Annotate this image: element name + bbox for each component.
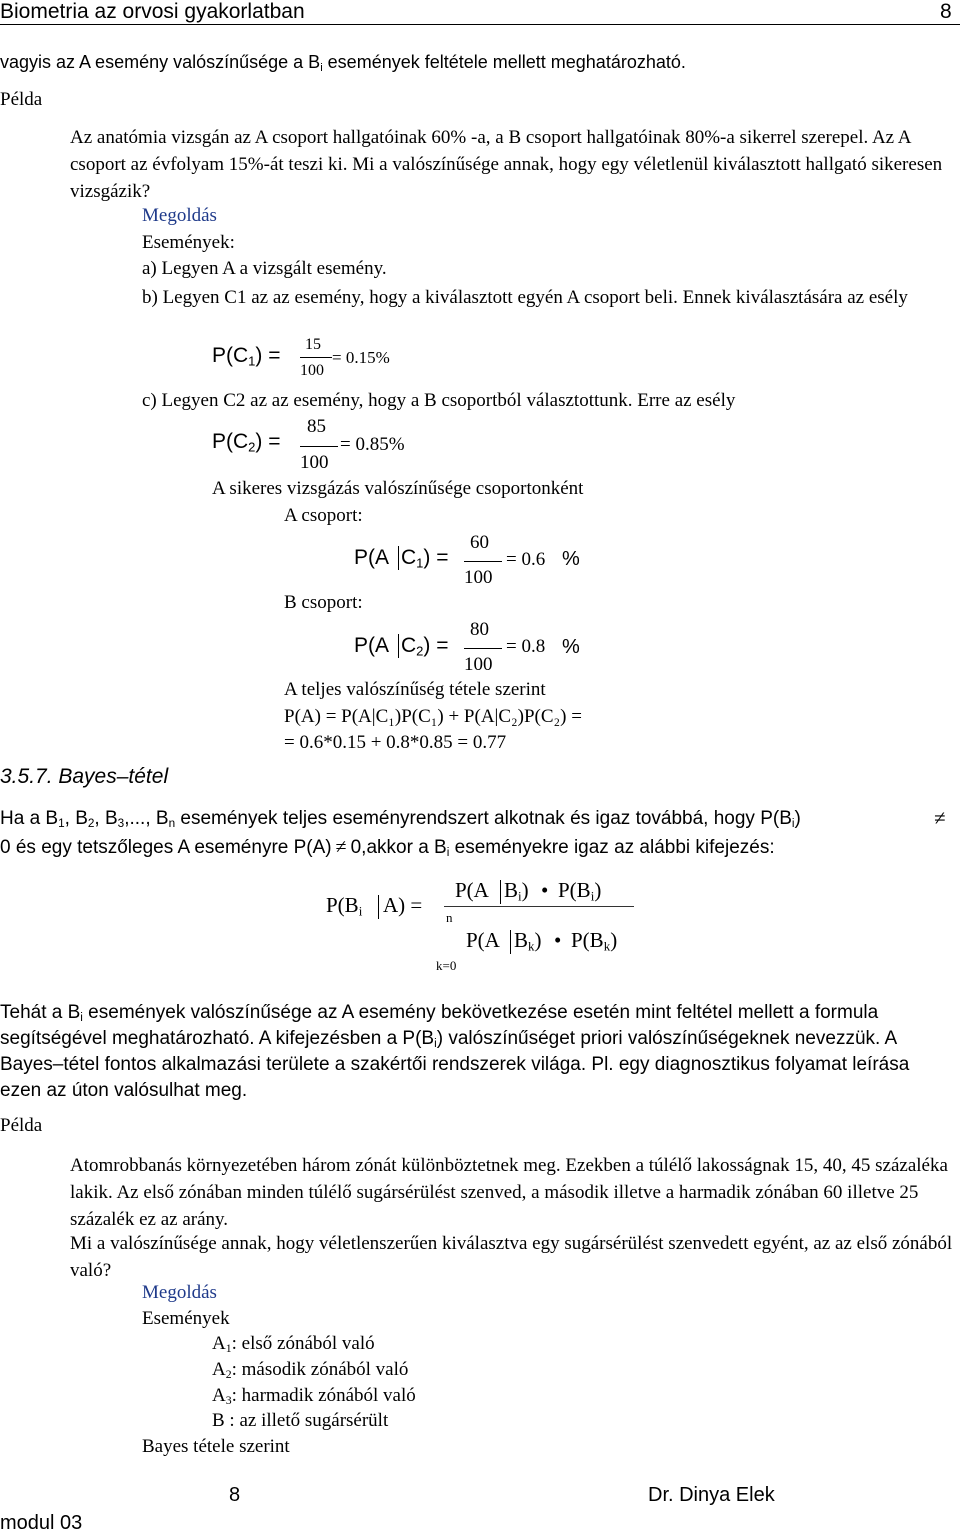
example2-paragraph-2: Mi a valószínűsége annak, hogy véletlenszerűen kiválasztva egy sugársérülést szenvedett egyént, az az első zónából való? xyxy=(70,1233,953,1281)
bayes-numerator-1: P(A xyxy=(455,878,489,902)
pac2-numerator: 80 xyxy=(470,619,489,640)
bayes-formula-lhs: $P(B_i$ xyxy=(326,893,363,919)
bayes-sum-lower: k=0 xyxy=(436,958,457,973)
event-a2: $A_2$: második zónából való xyxy=(212,1359,409,1381)
bayes-numerator-3: $P(B_i)$ xyxy=(558,878,602,904)
pc1-numerator: 15 xyxy=(305,336,321,353)
example1-events: Események: xyxy=(142,232,235,253)
pac2-given-bar xyxy=(398,634,399,658)
footer-module: modul 03 xyxy=(0,1512,83,1534)
bayes-denominator-1: P(A xyxy=(466,928,500,952)
intro-text-2: események feltétele mellett meghatározható. xyxy=(322,52,686,72)
group-b-label: B csoport: xyxy=(284,592,363,613)
example1-text: Az anatómia vizsgán az A csoport hallgatóinak 60% -a, a B csoport hallgatóinak 80%-a sikerrel szerepel. Az A csoport az évfolyam 15%-át teszi ki. Mi a valószínűsége annak, hogy egy véletlenül kiválasztott hallgató sikeresen vizsgázik? xyxy=(70,127,943,202)
intro-line xyxy=(0,52,686,73)
bayes-denominator-dot: • xyxy=(554,928,562,952)
pc2-fraction-line xyxy=(300,446,338,447)
pac1-given-bar xyxy=(398,546,399,570)
bayes-formula-lhs-rest: A) = xyxy=(383,893,423,917)
pac1-denominator: 100 xyxy=(464,567,493,588)
total-prob-result: = 0.6*0.15 + 0.8*0.85 = 0.77 xyxy=(284,732,507,753)
total-prob-equation: P(A) = P(A|C₁)P(C₁) + P(A|C₂)P(C₂) = xyxy=(284,706,582,727)
pac1-result: = 0.6 xyxy=(506,549,546,570)
footer-page: 8 xyxy=(229,1484,241,1506)
not-equal-sign: ≠ xyxy=(934,806,946,830)
bayes-rule-line: Bayes tétele szerint xyxy=(142,1436,290,1457)
bayes-denominator-2: $B_k$) xyxy=(514,928,542,954)
pac2-lhs: P(A xyxy=(354,634,390,657)
bayes-fraction-line xyxy=(444,906,634,907)
bayes-line-1: Ha a $B_1$, $B_2$, $B_3$,..., $B_n$ események teljes eseményrendszert alkotnak és igaz továbbá, hogy $P(B_i)$ xyxy=(0,808,801,830)
group-a-label: A csoport: xyxy=(284,505,363,526)
event-a3: $A_3$: harmadik zónából való xyxy=(212,1385,416,1407)
header-rule xyxy=(0,24,960,25)
pc2-result: = 0.85% xyxy=(340,434,405,455)
bayes-den-given-bar xyxy=(510,930,511,954)
pac2-denominator: 100 xyxy=(464,654,493,675)
bayes-sum-upper: n xyxy=(446,910,453,925)
example1-item-a: a) Legyen A a vizsgált esemény. xyxy=(142,258,387,279)
intro-text-1: vagyis az A esemény valószínűsége a B xyxy=(0,52,321,72)
bayes-numerator-2: $B_i$) xyxy=(504,878,529,904)
pac2-lhs-rest: $C_2$) = xyxy=(401,634,449,659)
event-a1: $A_1$: első zónából való xyxy=(212,1333,375,1355)
pac2-percent: % xyxy=(562,636,580,658)
bayes-numerator-dot: • xyxy=(541,878,549,902)
footer-author: Dr. Dinya Elek xyxy=(648,1484,775,1506)
example2-events: Események xyxy=(142,1308,230,1329)
pac1-lhs-rest: $C_1$) = xyxy=(401,546,449,571)
success-line: A sikeres vizsgázás valószínűsége csoportonként xyxy=(212,478,584,499)
pac1-percent: % xyxy=(562,548,580,570)
running-header-page: 8 xyxy=(940,0,952,23)
running-header-title: Biometria az orvosi gyakorlatban xyxy=(0,0,305,23)
pc1-result: = 0.15% xyxy=(332,348,390,367)
example1-item-b: b) Legyen C1 az az esemény, hogy a kiválasztott egyén A csoport beli. Ennek kiválasztására az esély xyxy=(142,287,908,308)
pac1-numerator: 60 xyxy=(470,532,489,553)
pc1-fraction-line xyxy=(300,357,332,358)
pac2-result: = 0.8 xyxy=(506,636,546,657)
pc1-denominator: 100 xyxy=(300,362,324,379)
pc2-denominator: 100 xyxy=(300,452,329,473)
example1-item-c: c) Legyen C2 az az esemény, hogy a B csoportból választottunk. Erre az esély xyxy=(142,390,736,411)
bayes-explanation: Tehát a $B_i$ események valószínűsége az A esemény bekövetkezése esetén mint feltétel mellett a formula segítségével meghatározható. A kifejezésben a $P(B_i)$ valószínűséget priori valószínűségeknek nevezzük. A Bayes–tétel fontos alkalmazási területe a szakértői rendszerek világa. Pl. egy diagnosztikus folyamat leírása ezen az úton valósulhat meg. xyxy=(0,1002,910,1101)
bayes-lhs-given-bar xyxy=(378,895,379,919)
bayes-num-given-bar xyxy=(500,880,501,904)
bayes-denominator-3: $P(B_k)$ xyxy=(571,928,618,954)
bayes-line-2: 0 és egy tetszőleges A eseményre P(A) ≠ 0,akkor a $B_i$ eseményekre igaz az alábbi kifejezés: xyxy=(0,836,775,859)
pc1-lhs: $P(C_1)$ = xyxy=(212,344,281,369)
section-heading: 3.5.7. Bayes–tétel xyxy=(0,765,169,788)
example2-label: Példa xyxy=(0,1115,43,1136)
pac1-fraction-line xyxy=(464,561,502,562)
intro-subscript: i xyxy=(320,61,323,74)
pc2-numerator: 85 xyxy=(307,416,326,437)
total-prob-label: A teljes valószínűség tétele szerint xyxy=(284,679,546,700)
example1-solution: Megoldás xyxy=(142,205,217,226)
example2-paragraph-1: Atomrobbanás környezetében három zónát különböztetnek meg. Ezekben a túlélő lakosságnak 15, 40, 45 százaléka lakik. Az első zónában minden túlélő sugársérülést szenved, a második illetve a harmadik zónában 60 illetve 25 százalék ez az arány. xyxy=(70,1155,948,1230)
pac2-fraction-line xyxy=(464,648,502,649)
example1-paragraph xyxy=(70,124,950,205)
event-b: B : az illető sugársérült xyxy=(212,1410,389,1431)
pc2-lhs: $P(C_2)$ = xyxy=(212,430,281,455)
example1-label: Példa xyxy=(0,89,43,110)
example2-solution: Megoldás xyxy=(142,1282,217,1303)
pac1-lhs: P(A xyxy=(354,546,390,569)
